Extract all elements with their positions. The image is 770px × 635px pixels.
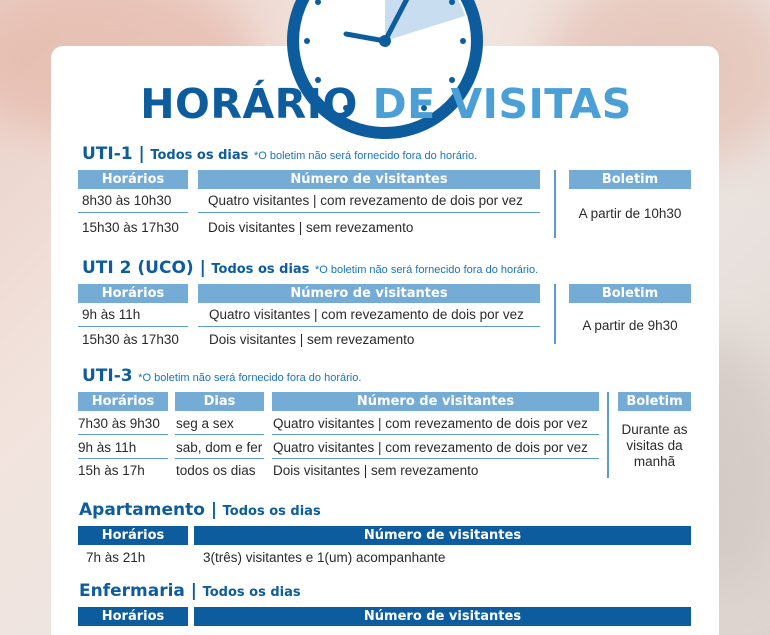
column-divider bbox=[554, 284, 556, 344]
uti2-row2-visitantes: Dois visitantes | sem revezamento bbox=[209, 332, 415, 347]
column-divider bbox=[554, 170, 556, 238]
uti1-header-boletim: Boletim bbox=[569, 170, 691, 189]
uti3-boletim-line1: Durante as bbox=[621, 422, 688, 437]
uti3-row3-visitantes: Dois visitantes | sem revezamento bbox=[273, 463, 479, 478]
uti1-row2-horario: 15h30 às 17h30 bbox=[82, 220, 179, 235]
uti2-header-horarios: Horários bbox=[78, 284, 188, 303]
uti2-row1-horario: 9h às 11h bbox=[82, 307, 141, 322]
uti2-row1-visitantes: Quatro visitantes | com revezamento de dois por vez bbox=[209, 307, 524, 322]
uti2-header-visitantes: Número de visitantes bbox=[198, 284, 540, 303]
uti3-row2-horario: 9h às 11h bbox=[78, 440, 137, 455]
apartamento-header-horarios: Horários bbox=[78, 526, 188, 545]
uti3-row1-visitantes: Quatro visitantes | com revezamento de dois por vez bbox=[273, 416, 588, 431]
uti3-boletim-line2: visitas da bbox=[626, 438, 683, 453]
page-title: HORÁRIO DE VISITAS bbox=[140, 80, 632, 128]
column-divider bbox=[607, 392, 609, 478]
uti3-row1-horario: 7h30 às 9h30 bbox=[78, 416, 160, 431]
row-divider bbox=[78, 212, 188, 213]
apartamento-row1-visitantes: 3(três) visitantes e 1(um) acompanhante bbox=[203, 550, 446, 565]
uti3-row2-visitantes: Quatro visitantes | com revezamento de dois por vez bbox=[273, 440, 588, 455]
uti1-row1-horario: 8h30 às 10h30 bbox=[82, 193, 172, 208]
uti1-title: UTI-1 | Todos os dias *O boletim não será fornecido fora do horário. bbox=[82, 144, 478, 164]
row-divider bbox=[198, 326, 540, 327]
apartamento-row1-horario: 7h às 21h bbox=[86, 550, 146, 565]
row-divider bbox=[78, 458, 168, 459]
uti3-header-boletim: Boletim bbox=[618, 392, 691, 411]
uti1-row1-visitantes: Quatro visitantes | com revezamento de dois por vez bbox=[208, 193, 523, 208]
apartamento-header-visitantes: Número de visitantes bbox=[194, 526, 691, 545]
uti2-header-boletim: Boletim bbox=[569, 284, 691, 303]
uti2-title: UTI 2 (UCO) | Todos os dias *O boletim não será fornecido fora do horário. bbox=[82, 258, 539, 278]
row-divider bbox=[175, 434, 264, 435]
row-divider bbox=[78, 434, 168, 435]
enfermaria-title: Enfermaria | Todos os dias bbox=[79, 581, 301, 601]
uti3-row2-dias: sab, dom e fer bbox=[176, 440, 263, 455]
uti3-header-dias: Dias bbox=[175, 392, 264, 411]
uti2-row2-horario: 15h30 às 17h30 bbox=[82, 332, 179, 347]
row-divider bbox=[175, 458, 264, 459]
row-divider bbox=[272, 434, 599, 435]
uti1-header-horarios: Horários bbox=[78, 170, 188, 189]
enfermaria-header-horarios: Horários bbox=[78, 607, 188, 626]
uti1-header-visitantes: Número de visitantes bbox=[198, 170, 540, 189]
uti1-row2-visitantes: Dois visitantes | sem revezamento bbox=[208, 220, 414, 235]
uti3-row1-dias: seg a sex bbox=[176, 416, 234, 431]
uti2-boletim: A partir de 9h30 bbox=[582, 318, 678, 333]
uti3-header-visitantes: Número de visitantes bbox=[272, 392, 599, 411]
apartamento-title: Apartamento | Todos os dias bbox=[79, 500, 321, 520]
uti3-row3-dias: todos os dias bbox=[176, 463, 256, 478]
row-divider bbox=[78, 326, 188, 327]
row-divider bbox=[198, 212, 540, 213]
row-divider bbox=[272, 458, 599, 459]
uti3-header-horarios: Horários bbox=[78, 392, 168, 411]
uti3-boletim-line3: manhã bbox=[633, 454, 676, 469]
enfermaria-header-visitantes: Número de visitantes bbox=[194, 607, 691, 626]
uti3-row3-horario: 15h às 17h bbox=[78, 463, 145, 478]
uti1-boletim: A partir de 10h30 bbox=[578, 206, 682, 221]
uti3-title: UTI-3 *O boletim não será fornecido fora do horário. bbox=[82, 366, 362, 386]
